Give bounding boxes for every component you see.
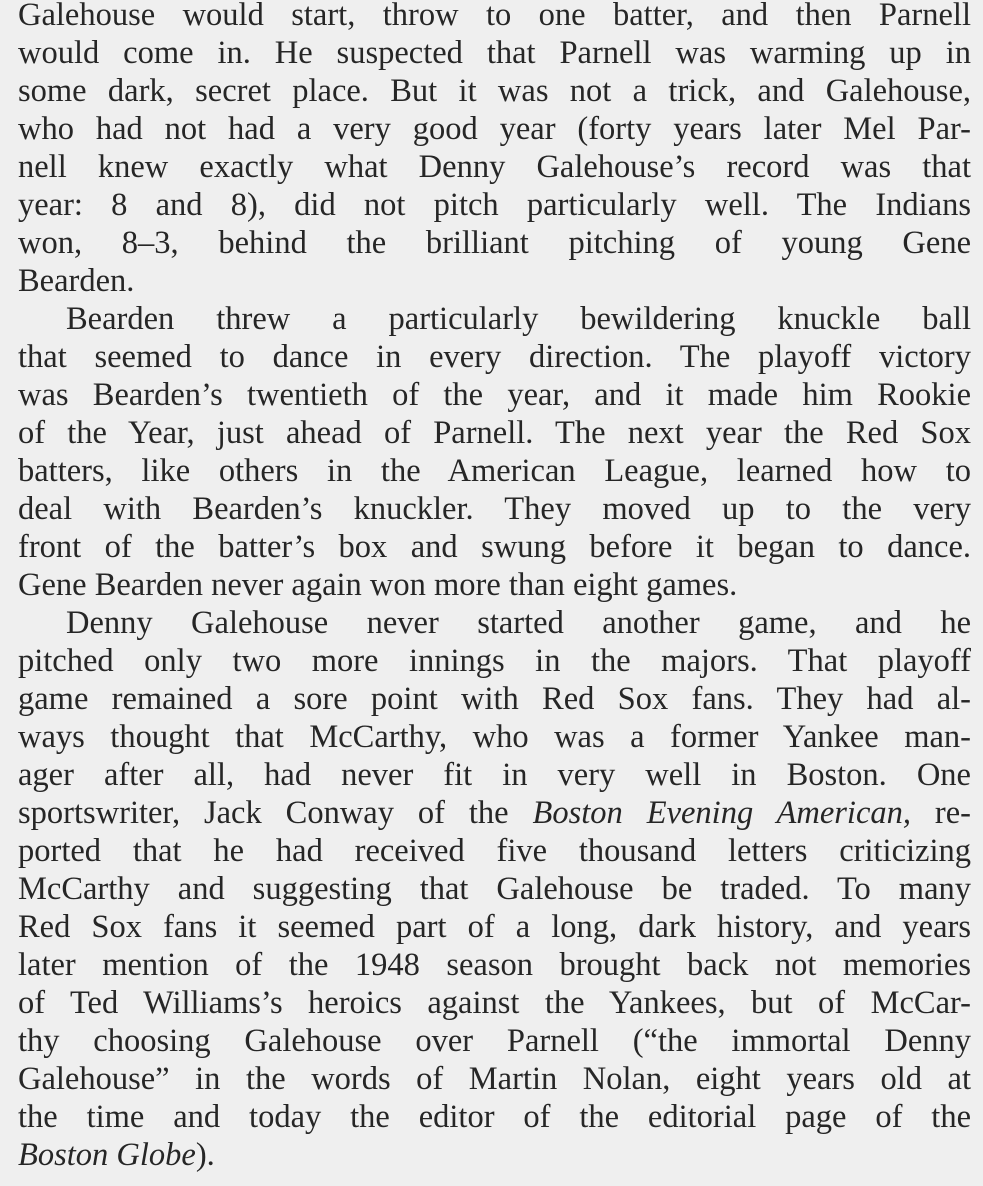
text-line: ported that he had received five thousand letters criticizing	[18, 833, 971, 869]
text-line: Gene Bearden never again won more than eight games.	[18, 567, 738, 603]
body-text	[18, 0, 971, 1174]
text-line: later mention of the 1948 season brought back not memories	[18, 947, 971, 983]
text-line: that seemed to dance in every direction. The playoff victory	[18, 339, 971, 375]
text-line: ways thought that McCarthy, who was a former Yankee man-	[18, 719, 971, 755]
publication-title: Boston Globe	[18, 1137, 196, 1173]
text-line: would come in. He suspected that Parnell was warming up in	[18, 35, 971, 71]
text-line: Bearden threw a particularly bewildering knuckle ball	[66, 301, 971, 337]
text-line: Red Sox fans it seemed part of a long, dark history, and years	[18, 909, 971, 945]
text-line	[18, 794, 971, 832]
text-line	[18, 1136, 971, 1174]
text-line: Denny Galehouse never started another game, and he	[66, 605, 971, 641]
text-line: year: 8 and 8), did not pitch particularly well. The Indians	[18, 187, 971, 223]
text-line: Galehouse would start, throw to one batter, and then Parnell	[18, 0, 971, 33]
text-line: the time and today the editor of the editorial page of the	[18, 1099, 971, 1135]
text-line: front of the batter’s box and swung before it began to dance.	[18, 529, 971, 565]
text-line: won, 8–3, behind the brilliant pitching of young Gene	[18, 225, 971, 261]
text-line: nell knew exactly what Denny Galehouse’s record was that	[18, 149, 971, 185]
text-line: was Bearden’s twentieth of the year, and it made him Rookie	[18, 377, 971, 413]
text-line: deal with Bearden’s knuckler. They moved up to the very	[18, 491, 971, 527]
text-line: ager after all, had never fit in very well in Boston. One	[18, 757, 971, 793]
text-line: who had not had a very good year (forty years later Mel Par-	[18, 111, 971, 147]
text-line: pitched only two more innings in the majors. That playoff	[18, 643, 971, 679]
text-run: ).	[195, 1137, 215, 1173]
publication-title: Boston Evening American,	[532, 795, 912, 831]
text-line: Galehouse” in the words of Martin Nolan, eight years old at	[18, 1061, 971, 1097]
text-line: batters, like others in the American League, learned how to	[18, 453, 971, 489]
text-line: game remained a sore point with Red Sox fans. They had al-	[18, 681, 971, 717]
text-line: thy choosing Galehouse over Parnell (“the immortal Denny	[18, 1023, 971, 1059]
text-line: some dark, secret place. But it was not a trick, and Galehouse,	[18, 73, 971, 109]
text-run: sportswriter, Jack Conway of the	[18, 795, 533, 831]
text-line: McCarthy and suggesting that Galehouse be traded. To many	[18, 871, 971, 907]
text-line: of Ted Williams’s heroics against the Yankees, but of McCar-	[18, 985, 971, 1021]
text-run: re-	[911, 795, 972, 831]
text-line: Bearden.	[18, 263, 135, 299]
text-line: of the Year, just ahead of Parnell. The next year the Red Sox	[18, 415, 971, 451]
